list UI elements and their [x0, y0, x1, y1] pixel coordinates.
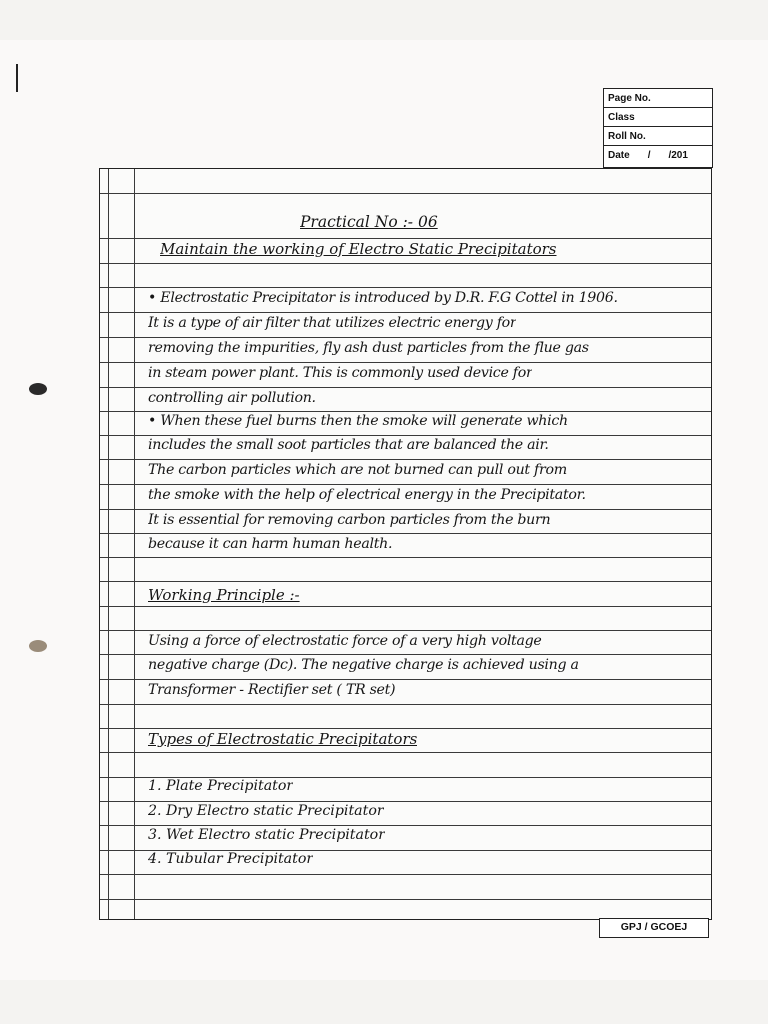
- working-line: Transformer - Rectifier set ( TR set): [148, 682, 396, 698]
- intro-line: removing the impurities, fly ash dust particles from the flue gas: [148, 340, 589, 356]
- date-row: [604, 146, 712, 165]
- ruled-line: [100, 825, 711, 826]
- ruled-line: [100, 557, 711, 558]
- practical-subtitle: Maintain the working of Electro Static Precipitators: [160, 240, 557, 258]
- practical-title: Practical No :- 06: [300, 213, 438, 231]
- roll-no-label: Roll No.: [608, 131, 646, 142]
- margin-line-outer: [108, 169, 109, 919]
- ruled-line: [100, 193, 711, 194]
- ruled-line: [100, 287, 711, 288]
- types-list-item: 2. Dry Electro static Precipitator: [148, 803, 384, 819]
- intro-line: the smoke with the help of electrical energy in the Precipitator.: [148, 487, 586, 503]
- ruled-line: [100, 435, 711, 436]
- date-separator: /: [647, 150, 651, 161]
- intro-line: in steam power plant. This is commonly used device for: [148, 365, 533, 381]
- ruled-line: [100, 459, 711, 460]
- types-heading: Types of Electrostatic Precipitators: [148, 730, 418, 748]
- ruled-line: [100, 679, 711, 680]
- intro-line: controlling air pollution.: [148, 390, 316, 406]
- roll-no-row: [604, 127, 712, 146]
- ruled-line: [100, 312, 711, 313]
- class-label: Class: [608, 112, 635, 123]
- ruled-line: [100, 728, 711, 729]
- ruled-line: [100, 484, 711, 485]
- ruled-line: [100, 874, 711, 875]
- ruled-line: [100, 362, 711, 363]
- ruled-line: [100, 704, 711, 705]
- date-label: Date: [608, 150, 630, 161]
- margin-line-inner: [134, 169, 135, 919]
- working-line: negative charge (Dc). The negative charge is achieved using a: [148, 657, 579, 673]
- ruled-line: [100, 752, 711, 753]
- ruled-line: [100, 654, 711, 655]
- ruled-line: [100, 509, 711, 510]
- types-list-item: 3. Wet Electro static Precipitator: [148, 827, 385, 843]
- ruled-line: [100, 581, 711, 582]
- ruled-line: [100, 606, 711, 607]
- ruled-line: [100, 630, 711, 631]
- class-row: [604, 108, 712, 127]
- ruled-line: [100, 238, 711, 239]
- page-no-label: Page No.: [608, 93, 651, 104]
- date-year: /201: [668, 150, 688, 161]
- ruled-line: [100, 899, 711, 900]
- intro-line: The carbon particles which are not burned can pull out from: [148, 462, 567, 478]
- types-list-item: 1. Plate Precipitator: [148, 778, 294, 794]
- punch-hole-upper: [29, 383, 47, 395]
- intro-line: It is essential for removing carbon particles from the burn: [148, 512, 551, 528]
- intro-line: because it can harm human health.: [148, 536, 393, 552]
- intro-line: It is a type of air filter that utilizes electric energy for: [148, 315, 517, 331]
- punch-hole-lower: [29, 640, 47, 652]
- page-no-row: [604, 89, 712, 108]
- page-info-box: [603, 88, 713, 168]
- ruled-line: [100, 337, 711, 338]
- ruled-line: [100, 387, 711, 388]
- intro-line: includes the small soot particles that are balanced the air.: [148, 437, 549, 453]
- ruled-line: [100, 263, 711, 264]
- ruled-line: [100, 411, 711, 412]
- intro-line: • Electrostatic Precipitator is introduced by D.R. F.G Cottel in 1906.: [148, 290, 618, 306]
- working-line: Using a force of electrostatic force of a very high voltage: [148, 633, 542, 649]
- ruled-line: [100, 533, 711, 534]
- college-code-box: GPJ / GCOEJ: [599, 918, 709, 938]
- working-principle-heading: Working Principle :-: [148, 586, 300, 604]
- ruled-line: [100, 801, 711, 802]
- intro-line: • When these fuel burns then the smoke will generate which: [148, 413, 568, 429]
- margin-mark: [16, 64, 18, 92]
- types-list-item: 4. Tubular Precipitator: [148, 851, 314, 867]
